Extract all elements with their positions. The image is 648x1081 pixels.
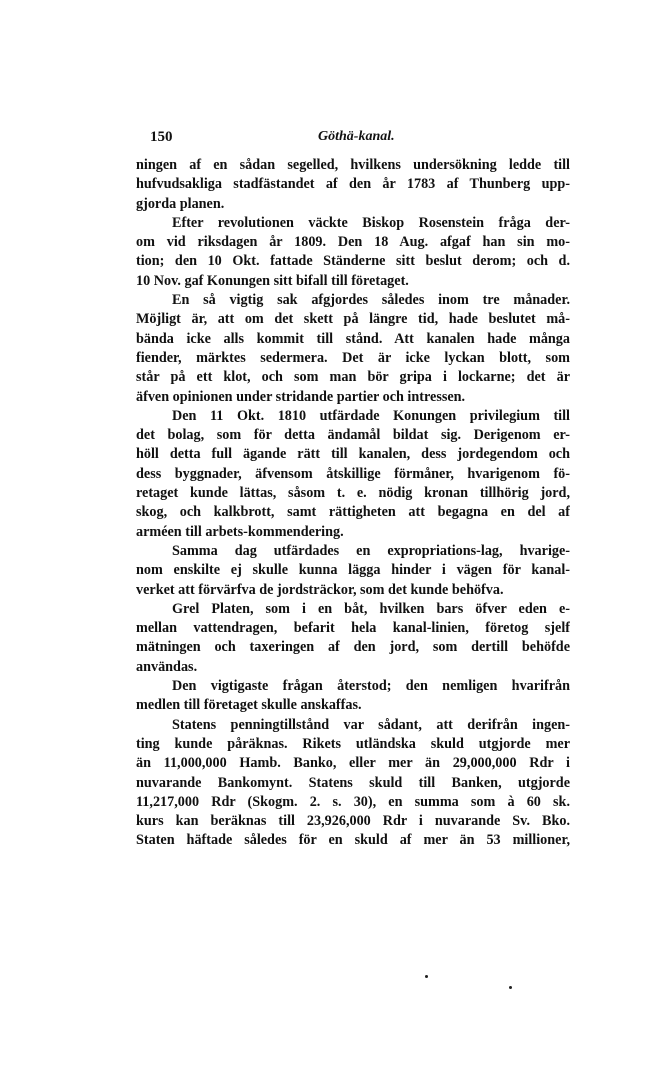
text-line: gjorda planen. xyxy=(136,195,225,212)
text-line: än 11,000,000 Hamb. Banko, eller mer än 29,000,000 Rdr i xyxy=(136,755,570,772)
text-line: Den 11 Okt. 1810 utfärdade Konungen privilegium till xyxy=(172,407,570,424)
text-line: står på ett klot, och som man bör gripa i lockarne; det är xyxy=(136,369,570,386)
text-line: fiender, märktes sedermera. Det är icke lyckan blott, som xyxy=(136,349,570,366)
text-line: ting kunde påräknas. Rikets utländska skuld utgjorde mer xyxy=(136,735,570,752)
text-line: det bolag, som för detta ändamål bildat sig. Derigenom er- xyxy=(136,427,570,444)
text-line: verket att förvärfva de jordsträckor, som det kunde behöfva. xyxy=(136,581,504,598)
text-line: kurs kan beräknas till 23,926,000 Rdr i nuvarande Sv. Bko. xyxy=(136,813,570,830)
page-number: 150 xyxy=(150,129,173,145)
text-line: äfven opinionen under stridande partier och intressen. xyxy=(136,388,466,405)
text-line: höll detta full ägande rätt till kanalen, dess jordegendom och xyxy=(136,446,570,463)
text-line: användas. xyxy=(136,658,198,675)
text-line: mellan vattendragen, befarit hela kanal-linien, företog sjelf xyxy=(136,620,570,637)
ink-speck xyxy=(509,986,512,989)
page-header xyxy=(150,129,570,149)
text-line: Statens penningtillstånd var sådant, att derifrån ingen- xyxy=(172,716,570,733)
text-line: 10 Nov. gaf Konungen sitt bifall till företaget. xyxy=(136,272,409,289)
text-line: Möjligt är, att om det skett på längre tid, hade beslutet må- xyxy=(136,311,570,328)
text-line: 11,217,000 Rdr (Skogm. 2. s. 30), en summa som à 60 sk. xyxy=(136,793,570,810)
text-line: mätningen och taxeringen af den jord, som dertill behöfde xyxy=(136,639,570,656)
text-line: dess byggnader, äfvensom åtskillige förmåner, hvarigenom fö- xyxy=(136,465,570,482)
body-text xyxy=(136,156,570,851)
text-line: En så vigtig sak afgjordes således inom tre månader. xyxy=(172,292,570,309)
text-line: nom enskilte ej skulle kunna lägga hinder i vägen för kanal- xyxy=(136,562,570,579)
ink-speck xyxy=(425,975,428,978)
running-head: Göthä-kanal. xyxy=(318,129,395,144)
text-line: Grel Platen, som i en båt, hvilken bars öfver eden e- xyxy=(172,600,570,617)
text-line: Staten häftade således för en skuld af mer än 53 millioner, xyxy=(136,832,570,849)
text-line: hufvudsakliga stadfästandet af den år 1783 af Thunberg upp- xyxy=(136,176,570,193)
text-line: om vid riksdagen år 1809. Den 18 Aug. afgaf han sin mo- xyxy=(136,234,570,251)
text-line: skog, och kalkbrott, samt rättigheten att begagna en del af xyxy=(136,504,570,521)
text-line: tion; den 10 Okt. fattade Ständerne sitt beslut derom; och d. xyxy=(136,253,570,270)
text-line: arméen till arbets-kommendering. xyxy=(136,523,344,540)
text-line: ningen af en sådan segelled, hvilkens undersökning ledde till xyxy=(136,157,570,173)
text-line: retaget kunde lättas, såsom t. e. nödig kronan tillhörig jord, xyxy=(136,485,570,502)
text-line: bända icke alls kommit till stånd. Att kanalen hade många xyxy=(136,330,570,347)
text-line: Efter revolutionen väckte Biskop Rosenstein fråga der- xyxy=(172,214,570,231)
text-line: medlen till företaget skulle anskaffas. xyxy=(136,697,362,714)
text-line: Den vigtigaste frågan återstod; den nemligen hvarifrån xyxy=(172,678,570,695)
text-line: Samma dag utfärdades en expropriations-lag, hvarige- xyxy=(172,542,570,559)
text-line: nuvarande Bankomynt. Statens skuld till Banken, utgjorde xyxy=(136,774,570,791)
